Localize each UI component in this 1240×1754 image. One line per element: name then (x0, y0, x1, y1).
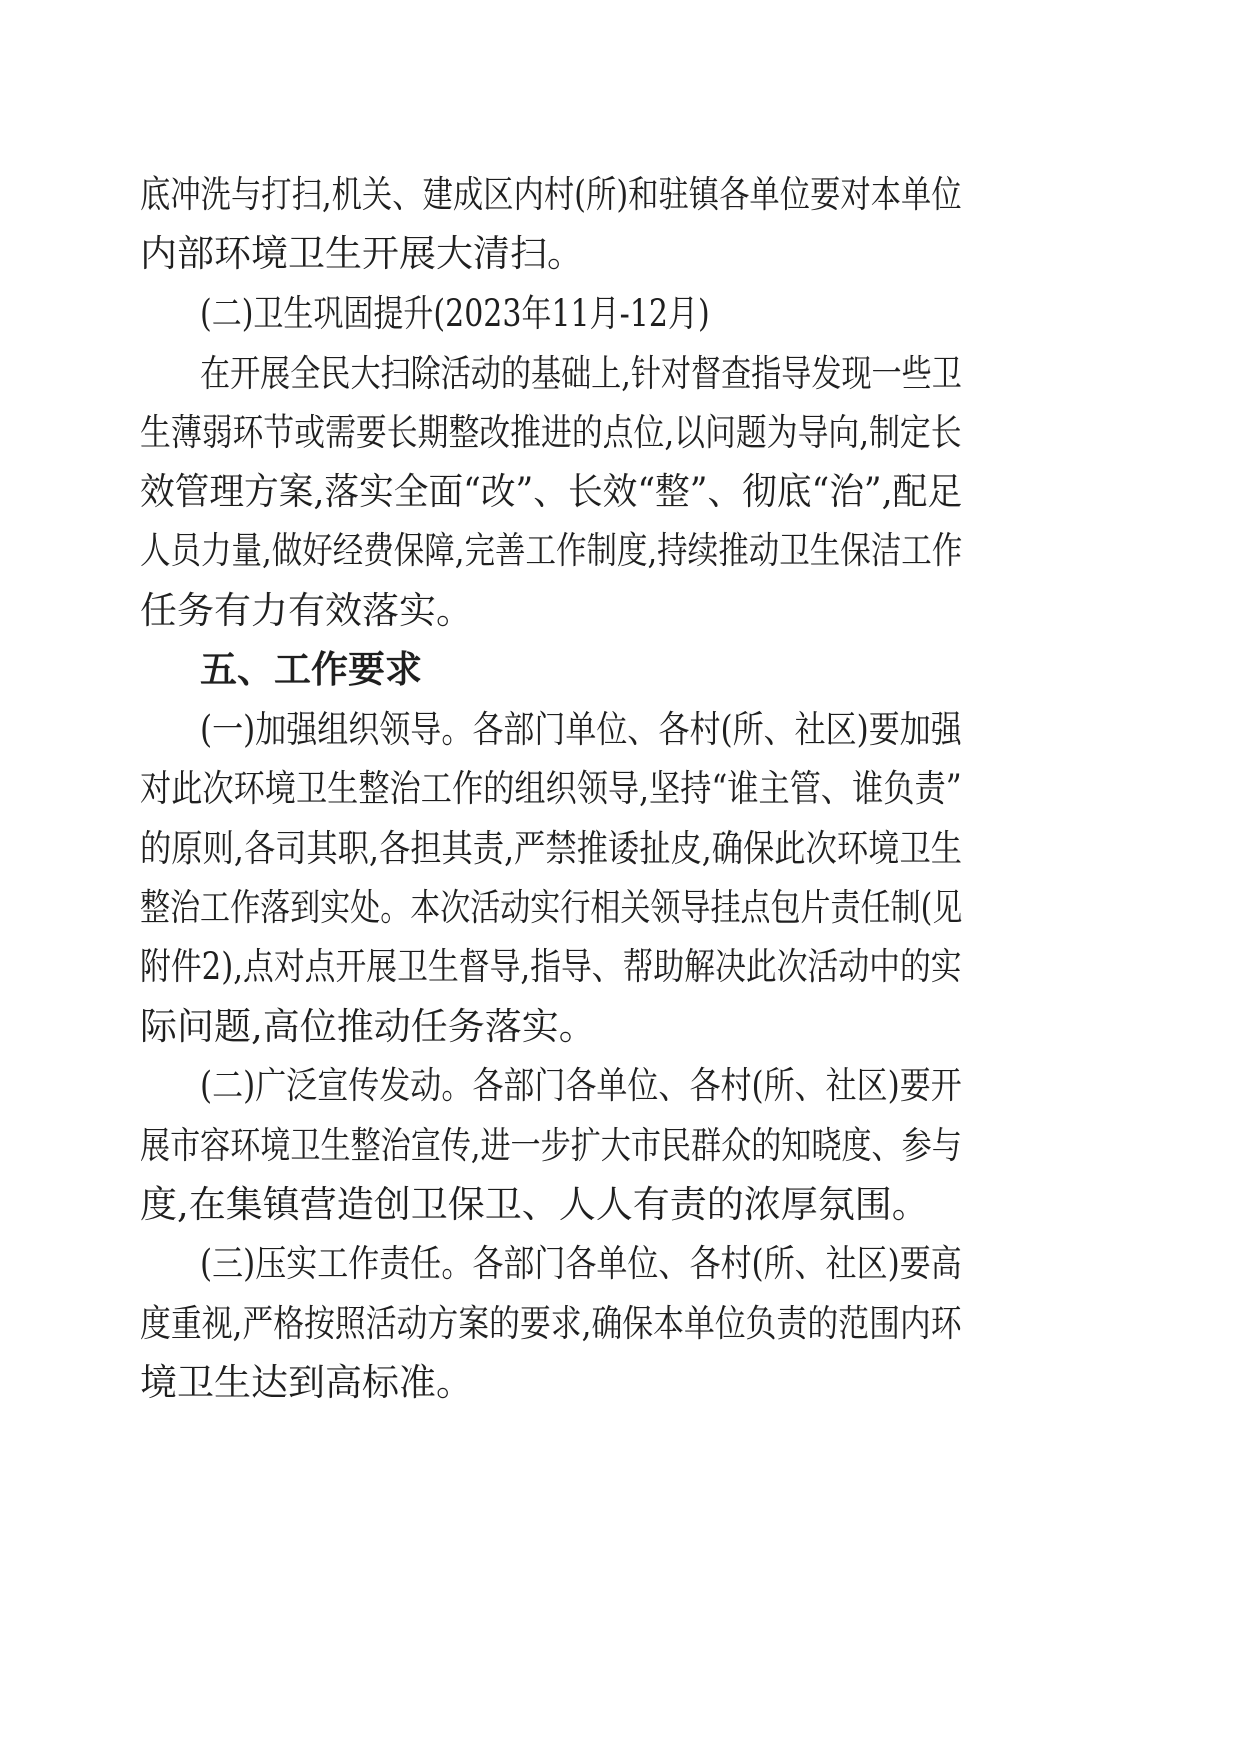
text-line: 在开展全民大扫除活动的基础上,针对督查指导发现一些卫 (200, 352, 962, 395)
text-line: 底冲洗与打扫,机关、建成区内村(所)和驻镇各单位要对本单位 (140, 173, 962, 216)
text-line: (二)广泛宣传发动。各部门各单位、各村(所、社区)要开 (200, 1064, 962, 1107)
text-line: 附件2),点对点开展卫生督导,指导、帮助解决此次活动中的实 (140, 945, 962, 988)
section-heading: 五、工作要求 (200, 648, 422, 691)
text-line: 的原则,各司其职,各担其责,严禁推诿扯皮,确保此次环境卫生 (140, 827, 963, 870)
text-line: 境卫生达到高标准。 (140, 1361, 473, 1404)
text-line: 效管理方案,落实全面“改”、长效“整”、彻底“治”,配足 (140, 470, 963, 513)
text-line: 生薄弱环节或需要长期整改推进的点位,以问题为导向,制定长 (140, 411, 962, 454)
text-line: 展市容环境卫生整治宣传,进一步扩大市民群众的知晓度、参与 (140, 1124, 962, 1167)
subsection-title: (二)卫生巩固提升(2023年11月-12月) (200, 292, 710, 335)
text-line: 度重视,严格按照活动方案的要求,确保本单位负责的范围内环 (140, 1302, 962, 1345)
text-line: 任务有力有效落实。 (140, 589, 473, 632)
text-line: 内部环境卫生开展大清扫。 (140, 232, 584, 275)
text-line: 人员力量,做好经费保障,完善工作制度,持续推动卫生保洁工作 (140, 529, 963, 572)
text-line: (一)加强组织领导。各部门单位、各村(所、社区)要加强 (200, 708, 962, 751)
text-line: 整治工作落到实处。本次活动实行相关领导挂点包片责任制(见 (140, 886, 963, 929)
text-line: (三)压实工作责任。各部门各单位、各村(所、社区)要高 (200, 1242, 962, 1285)
text-line: 对此次环境卫生整治工作的组织领导,坚持“谁主管、谁负责” (140, 767, 962, 810)
text-line: 度,在集镇营造创卫保卫、人人有责的浓厚氛围。 (140, 1183, 929, 1226)
text-line: 际问题,高位推动任务落实。 (140, 1005, 596, 1048)
